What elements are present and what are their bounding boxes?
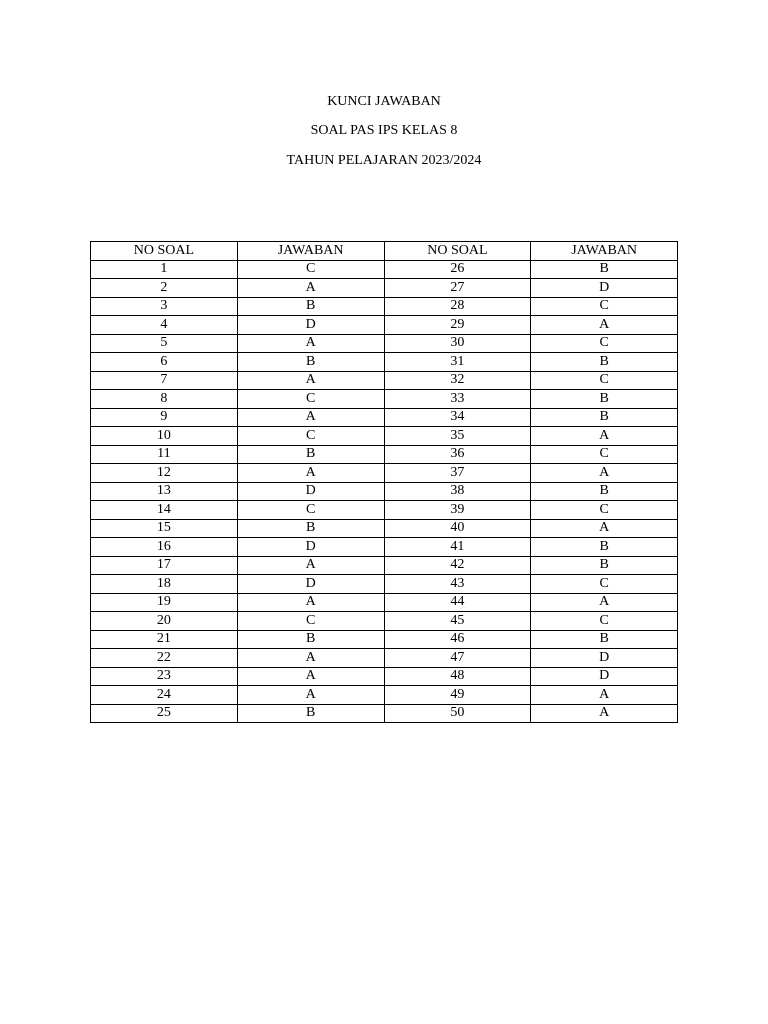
answer-cell: B xyxy=(531,482,678,501)
answer-cell: C xyxy=(531,334,678,353)
question-number-cell: 2 xyxy=(91,279,238,298)
answer-cell: D xyxy=(237,575,384,594)
answer-cell: B xyxy=(531,260,678,279)
question-number-cell: 32 xyxy=(384,371,531,390)
table-row xyxy=(91,371,678,390)
answer-cell: B xyxy=(531,538,678,557)
question-number-cell: 21 xyxy=(91,630,238,649)
question-number-cell: 43 xyxy=(384,575,531,594)
question-number-cell: 25 xyxy=(91,704,238,723)
answer-cell: C xyxy=(237,427,384,446)
answer-cell: D xyxy=(237,482,384,501)
answer-cell: B xyxy=(237,630,384,649)
column-header-no-soal-left: NO SOAL xyxy=(91,242,238,261)
question-number-cell: 12 xyxy=(91,464,238,483)
question-number-cell: 48 xyxy=(384,667,531,686)
table-row xyxy=(91,704,678,723)
answer-cell: D xyxy=(237,538,384,557)
answer-cell: A xyxy=(237,593,384,612)
question-number-cell: 34 xyxy=(384,408,531,427)
table-row xyxy=(91,649,678,668)
question-number-cell: 38 xyxy=(384,482,531,501)
answer-cell: A xyxy=(237,279,384,298)
question-number-cell: 26 xyxy=(384,260,531,279)
answer-cell: C xyxy=(237,501,384,520)
question-number-cell: 10 xyxy=(91,427,238,446)
table-row xyxy=(91,519,678,538)
answer-cell: C xyxy=(237,612,384,631)
answer-cell: A xyxy=(237,371,384,390)
table-header-row xyxy=(91,242,678,261)
question-number-cell: 20 xyxy=(91,612,238,631)
question-number-cell: 44 xyxy=(384,593,531,612)
table-row xyxy=(91,464,678,483)
document-title: KUNCI JAWABAN xyxy=(327,94,441,109)
answer-cell: A xyxy=(237,649,384,668)
answer-cell: A xyxy=(237,408,384,427)
table-row xyxy=(91,445,678,464)
question-number-cell: 6 xyxy=(91,353,238,372)
answer-cell: A xyxy=(237,667,384,686)
answer-key-table xyxy=(90,241,678,723)
question-number-cell: 41 xyxy=(384,538,531,557)
table-row xyxy=(91,297,678,316)
table-row xyxy=(91,575,678,594)
answer-cell: A xyxy=(531,686,678,705)
question-number-cell: 39 xyxy=(384,501,531,520)
answer-cell: A xyxy=(237,464,384,483)
question-number-cell: 42 xyxy=(384,556,531,575)
table-row xyxy=(91,501,678,520)
answer-cell: C xyxy=(531,297,678,316)
answer-cell: B xyxy=(531,630,678,649)
answer-cell: A xyxy=(531,519,678,538)
question-number-cell: 40 xyxy=(384,519,531,538)
answer-cell: B xyxy=(237,445,384,464)
table-row xyxy=(91,612,678,631)
answer-cell: A xyxy=(237,556,384,575)
question-number-cell: 23 xyxy=(91,667,238,686)
question-number-cell: 28 xyxy=(384,297,531,316)
question-number-cell: 3 xyxy=(91,297,238,316)
answer-cell: C xyxy=(237,260,384,279)
table-row xyxy=(91,316,678,335)
answer-cell: A xyxy=(531,427,678,446)
question-number-cell: 50 xyxy=(384,704,531,723)
question-number-cell: 19 xyxy=(91,593,238,612)
question-number-cell: 9 xyxy=(91,408,238,427)
answer-cell: B xyxy=(237,704,384,723)
table-row xyxy=(91,593,678,612)
column-header-no-soal-right: NO SOAL xyxy=(384,242,531,261)
answer-cell: B xyxy=(531,353,678,372)
answer-cell: B xyxy=(531,390,678,409)
answer-cell: C xyxy=(531,612,678,631)
answer-cell: B xyxy=(237,519,384,538)
question-number-cell: 35 xyxy=(384,427,531,446)
answer-cell: C xyxy=(237,390,384,409)
answer-cell: A xyxy=(237,334,384,353)
table-row xyxy=(91,260,678,279)
question-number-cell: 31 xyxy=(384,353,531,372)
table-row xyxy=(91,408,678,427)
answer-cell: D xyxy=(531,649,678,668)
answer-cell: C xyxy=(531,445,678,464)
answer-cell: A xyxy=(531,316,678,335)
answer-cell: A xyxy=(531,464,678,483)
question-number-cell: 27 xyxy=(384,279,531,298)
question-number-cell: 18 xyxy=(91,575,238,594)
question-number-cell: 15 xyxy=(91,519,238,538)
question-number-cell: 36 xyxy=(384,445,531,464)
table-row xyxy=(91,390,678,409)
answer-cell: D xyxy=(531,279,678,298)
question-number-cell: 5 xyxy=(91,334,238,353)
question-number-cell: 37 xyxy=(384,464,531,483)
answer-cell: C xyxy=(531,575,678,594)
question-number-cell: 33 xyxy=(384,390,531,409)
question-number-cell: 8 xyxy=(91,390,238,409)
question-number-cell: 1 xyxy=(91,260,238,279)
question-number-cell: 49 xyxy=(384,686,531,705)
question-number-cell: 22 xyxy=(91,649,238,668)
academic-year: TAHUN PELAJARAN 2023/2024 xyxy=(286,153,482,168)
table-body xyxy=(91,260,678,723)
question-number-cell: 16 xyxy=(91,538,238,557)
answer-cell: A xyxy=(531,704,678,723)
table-row xyxy=(91,353,678,372)
table-row xyxy=(91,279,678,298)
table-row xyxy=(91,556,678,575)
answer-cell: D xyxy=(237,316,384,335)
question-number-cell: 30 xyxy=(384,334,531,353)
question-number-cell: 13 xyxy=(91,482,238,501)
answer-cell: B xyxy=(237,297,384,316)
table-row xyxy=(91,482,678,501)
table-row xyxy=(91,334,678,353)
question-number-cell: 7 xyxy=(91,371,238,390)
answer-cell: C xyxy=(531,371,678,390)
question-number-cell: 24 xyxy=(91,686,238,705)
answer-cell: C xyxy=(531,501,678,520)
column-header-jawaban-left: JAWABAN xyxy=(237,242,384,261)
table-row xyxy=(91,667,678,686)
question-number-cell: 47 xyxy=(384,649,531,668)
answer-cell: B xyxy=(531,556,678,575)
table-row xyxy=(91,630,678,649)
table-row xyxy=(91,427,678,446)
answer-cell: A xyxy=(531,593,678,612)
question-number-cell: 14 xyxy=(91,501,238,520)
answer-cell: D xyxy=(531,667,678,686)
answer-cell: B xyxy=(237,353,384,372)
answer-cell: A xyxy=(237,686,384,705)
question-number-cell: 29 xyxy=(384,316,531,335)
document-subtitle: SOAL PAS IPS KELAS 8 xyxy=(310,123,458,138)
answer-cell: B xyxy=(531,408,678,427)
question-number-cell: 46 xyxy=(384,630,531,649)
question-number-cell: 4 xyxy=(91,316,238,335)
question-number-cell: 45 xyxy=(384,612,531,631)
table-row xyxy=(91,538,678,557)
table-row xyxy=(91,686,678,705)
question-number-cell: 11 xyxy=(91,445,238,464)
column-header-jawaban-right: JAWABAN xyxy=(531,242,678,261)
question-number-cell: 17 xyxy=(91,556,238,575)
